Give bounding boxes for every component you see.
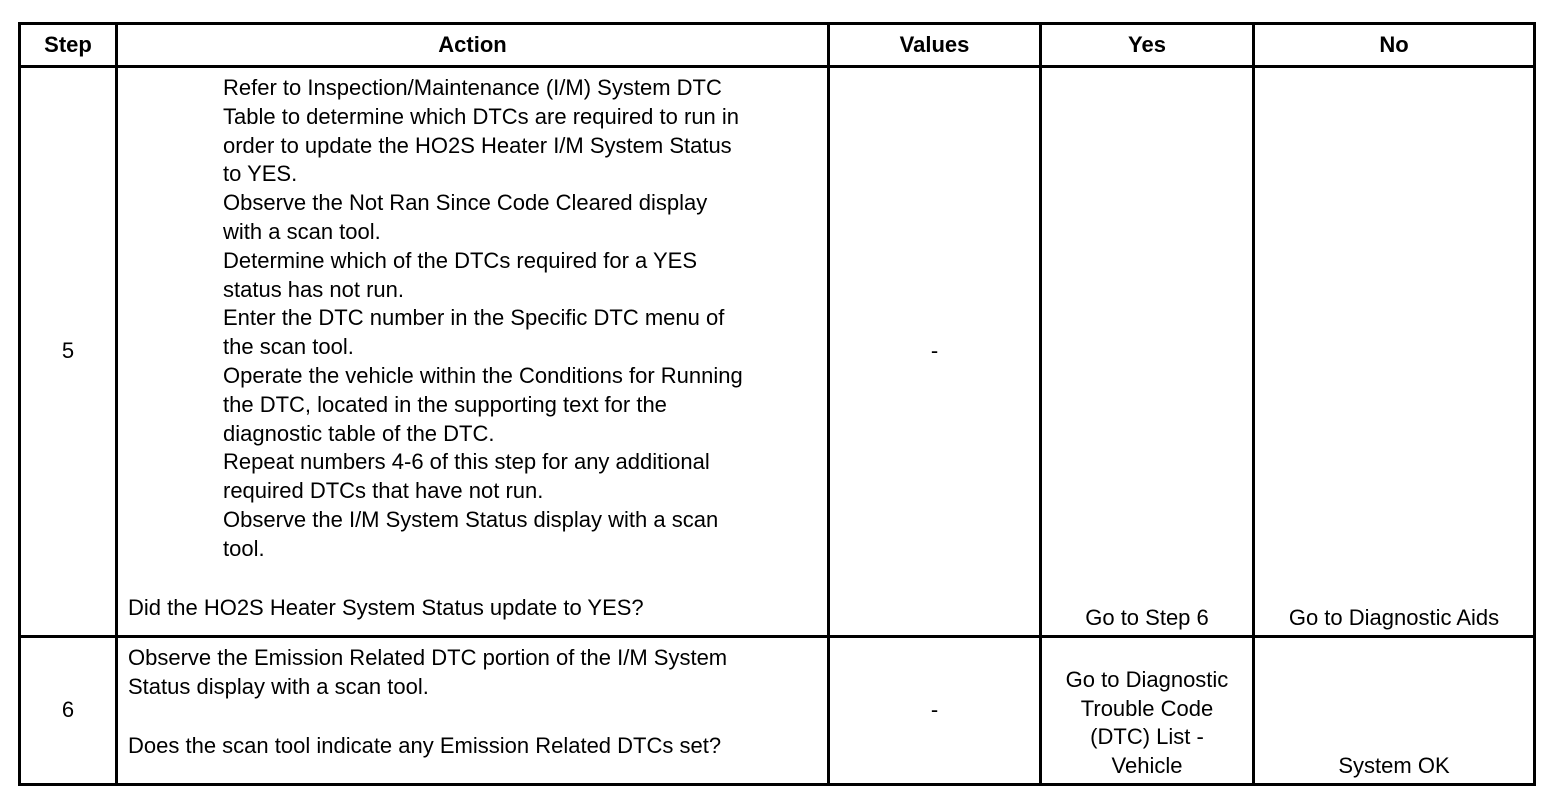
action-line: Repeat numbers 4-6 of this step for any additional <box>223 449 710 475</box>
action-line: Determine which of the DTCs required for a YES <box>223 247 698 273</box>
action-line: Refer to Inspection/Maintenance (I/M) System DTC <box>223 75 722 100</box>
action-question: Does the scan tool indicate any Emission Related DTCs set? <box>128 732 722 758</box>
header-row <box>20 24 1535 67</box>
header-step: Step <box>20 24 117 67</box>
header-values: Values <box>829 24 1041 67</box>
action-line: to YES. <box>223 161 298 187</box>
header-no: No <box>1254 24 1535 67</box>
action-line: diagnostic table of the DTC. <box>223 420 495 446</box>
action-question: Did the HO2S Heater System Status update to YES? <box>128 594 644 620</box>
action-line: order to update the HO2S Heater I/M System Status <box>223 132 732 158</box>
yes-line: Trouble Code <box>1080 695 1214 721</box>
action-line: Observe the Emission Related DTC portion of the I/M System <box>128 645 728 670</box>
diagnostic-table <box>18 22 1536 786</box>
action-line: Table to determine which DTCs are required to run in <box>223 103 740 129</box>
action-line: Status display with a scan tool. <box>128 673 429 699</box>
action-line: Observe the Not Ran Since Code Cleared display <box>223 190 708 216</box>
table-row <box>20 67 1535 637</box>
action-line: status has not run. <box>223 276 404 302</box>
action-line: Observe the I/M System Status display with a scan <box>223 506 719 532</box>
no-cell: System OK <box>1254 637 1535 785</box>
yes-line: (DTC) List - <box>1090 724 1204 750</box>
action-line: Enter the DTC number in the Specific DTC menu of <box>223 305 725 331</box>
table-row <box>20 637 1535 785</box>
action-instructions <box>128 74 817 564</box>
action-line: required DTCs that have not run. <box>223 478 544 504</box>
yes-cell: Go to Step 6 <box>1041 67 1254 637</box>
action-line: tool. <box>223 535 265 561</box>
header-action: Action <box>117 24 829 67</box>
action-line: with a scan tool. <box>223 218 381 244</box>
step-number: 6 <box>20 637 117 785</box>
yes-cell <box>1041 637 1254 785</box>
action-cell <box>117 67 829 637</box>
yes-line: Vehicle <box>1111 753 1183 779</box>
action-line: the DTC, located in the supporting text for the <box>223 391 667 417</box>
step-number: 5 <box>20 67 117 637</box>
values-cell: - <box>829 67 1041 637</box>
yes-line: Go to Diagnostic <box>1065 666 1229 692</box>
action-cell <box>117 637 829 785</box>
header-yes: Yes <box>1041 24 1254 67</box>
action-line: the scan tool. <box>223 334 354 360</box>
action-line: Operate the vehicle within the Conditions for Running <box>223 362 743 388</box>
values-cell: - <box>829 637 1041 785</box>
no-cell: Go to Diagnostic Aids <box>1254 67 1535 637</box>
